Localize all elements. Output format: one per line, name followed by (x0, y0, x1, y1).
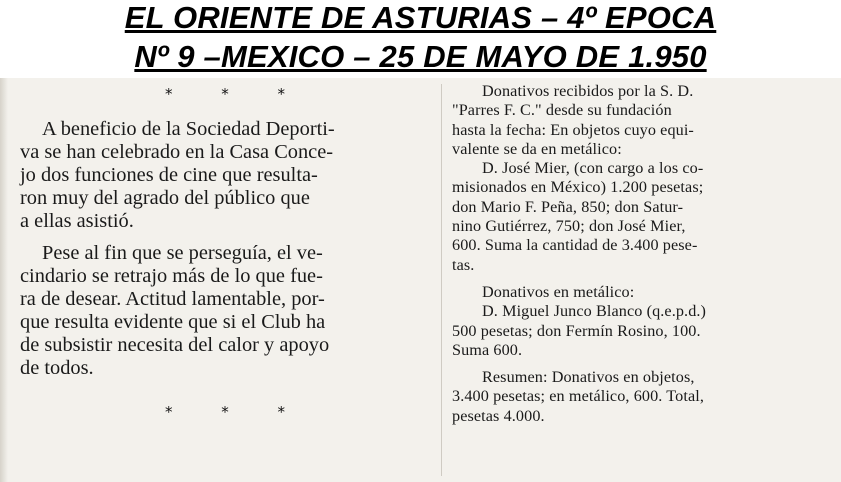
left-column (20, 78, 432, 482)
header-issue-date: Nº 9 –MEXICO – 25 DE MAYO DE 1.950 (134, 39, 707, 74)
text-line: pesetas 4.000. (452, 406, 545, 425)
left-paragraph-1 (20, 118, 432, 233)
header-title: EL ORIENTE DE ASTURIAS – 4º EPOCA (124, 0, 717, 35)
text-line: ra de desear. Actitud lamentable, por- (20, 288, 325, 310)
text-line: Resumen: Donativos en objetos, (482, 368, 695, 387)
text-line: va se han celebrado en la Casa Conce- (20, 141, 334, 163)
text-line: "Parres F. C." desde su fundación (452, 101, 672, 120)
text-line: que resulta evidente que si el Club ha (20, 311, 326, 333)
text-line: misionados en México) 1.200 pesetas; (452, 178, 704, 197)
text-line: de subsistir necesita del calor y apoyo (20, 334, 330, 356)
bottom-separator: * * * (164, 403, 308, 421)
text-line: 500 pesetas; don Fermín Rosino, 100. (452, 321, 701, 340)
text-line: nino Gutiérrez, 750; don José Mier, (452, 217, 686, 236)
text-line: Suma 600. (452, 340, 523, 359)
text-line: A beneficio de la Sociedad Deporti- (42, 118, 335, 140)
left-paragraph-2 (20, 242, 432, 380)
text-line: ron muy del agrado del público que (20, 187, 310, 209)
cash-donations (452, 302, 828, 360)
text-line: Donativos recibidos por la S. D. (482, 82, 694, 100)
text-line: cindario se retrajo más de lo que fue- (20, 265, 323, 287)
cash-donations-heading (452, 283, 828, 302)
text-line: a ellas asistió. (20, 210, 134, 232)
donations-in-kind (452, 159, 828, 275)
text-line: tas. (452, 255, 475, 274)
column-divider (441, 84, 442, 476)
text-line: jo dos funciones de cine que resulta- (20, 164, 318, 186)
text-line: hasta la fecha: En objetos cuyo equi- (452, 120, 694, 139)
donations-intro (452, 82, 828, 159)
text-line: valente se da en metálico: (452, 139, 622, 158)
donations-summary (452, 368, 828, 426)
clipping-edge-shadow (0, 78, 8, 482)
text-line: don Mario F. Peña, 850; don Satur- (452, 197, 684, 216)
publication-header (0, 0, 841, 78)
text-line: 3.400 pesetas; en metálico, 600. Total, (452, 387, 704, 406)
text-line: de todos. (20, 357, 94, 379)
text-line: Pese al fin que se perseguía, el ve- (42, 242, 323, 264)
top-separator: * * * (164, 85, 308, 103)
right-column (452, 78, 828, 482)
newspaper-clipping (0, 78, 841, 482)
text-line: D. José Mier, (con cargo a los co- (482, 159, 704, 178)
text-line: 600. Suma la cantidad de 3.400 pese- (452, 236, 698, 255)
text-line: Donativos en metálico: (482, 282, 635, 301)
text-line: D. Miguel Junco Blanco (q.e.p.d.) (482, 302, 707, 321)
